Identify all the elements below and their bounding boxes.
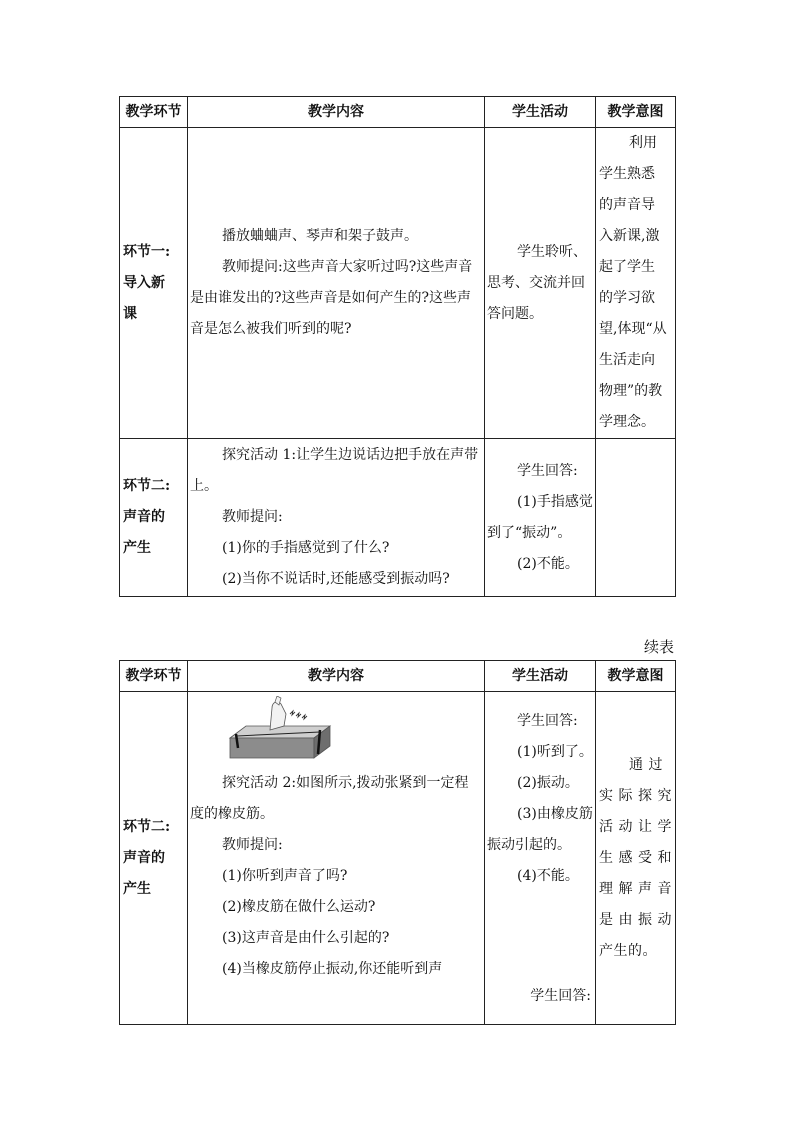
header-intent: 教学意图 [596, 661, 676, 692]
section-cell: 环节一: 导入新 课 [120, 128, 188, 439]
intent-cell: 利用 学生熟悉 的声音导 入新课,激 起了学生 的学习欲 望,体现“从 生活走向 物理”的教 学理念。 [596, 128, 676, 439]
header-content: 教学内容 [188, 97, 485, 128]
activity-cell: 学生聆听、思考、交流并回答问题。 [485, 128, 596, 439]
activity-cell: 学生回答: (1)听到了。 (2)振动。 (3)由橡皮筋振动引起的。 (4)不能。 学生回答: [485, 692, 596, 1025]
header-stage: 教学环节 [120, 97, 188, 128]
table-row [120, 439, 676, 597]
section-cell: 环节二: 声音的 产生 [120, 692, 188, 1025]
content-cell: 播放蛐蛐声、琴声和架子鼓声。 教师提问:这些声音大家听过吗?这些声音是由谁发出的?这些声音是如何产生的?这些声音是怎么被我们听到的呢? [188, 128, 485, 439]
table-row [120, 128, 676, 439]
intent-cell-empty [596, 439, 676, 597]
table-row [120, 692, 676, 1025]
table-header-row [120, 97, 676, 128]
table-header-row [120, 661, 676, 692]
rubber-band-box-illustration [226, 696, 336, 766]
lesson-table-1 [119, 96, 676, 597]
activity-cell: 学生回答: (1)手指感觉到了“振动”。 (2)不能。 [485, 439, 596, 597]
continued-label: 续表 [643, 638, 674, 656]
header-intent: 教学意图 [596, 97, 676, 128]
header-content: 教学内容 [188, 661, 485, 692]
header-activity: 学生活动 [485, 661, 596, 692]
header-stage: 教学环节 [120, 661, 188, 692]
section-cell: 环节二: 声音的 产生 [120, 439, 188, 597]
activity-bottom-text: 学生回答: [530, 988, 591, 1004]
lesson-table-2 [119, 660, 676, 1025]
intent-cell: 通 过 实际探究 活动让学 生感受和 理解声音 是由振动 产生的。 [596, 692, 676, 1025]
content-cell: 探究活动 2:如图所示,拨动张紧到一定程度的橡皮筋。 教师提问: (1)你听到声音了吗? (2)橡皮筋在做什么运动? (3)这声音是由什么引起的? (4)当橡皮筋停止振动,你还能听到声 [188, 692, 485, 1025]
header-activity: 学生活动 [485, 97, 596, 128]
content-cell: 探究活动 1:让学生边说话边把手放在声带上。 教师提问: (1)你的手指感觉到了什么? (2)当你不说话时,还能感受到振动吗? [188, 439, 485, 597]
